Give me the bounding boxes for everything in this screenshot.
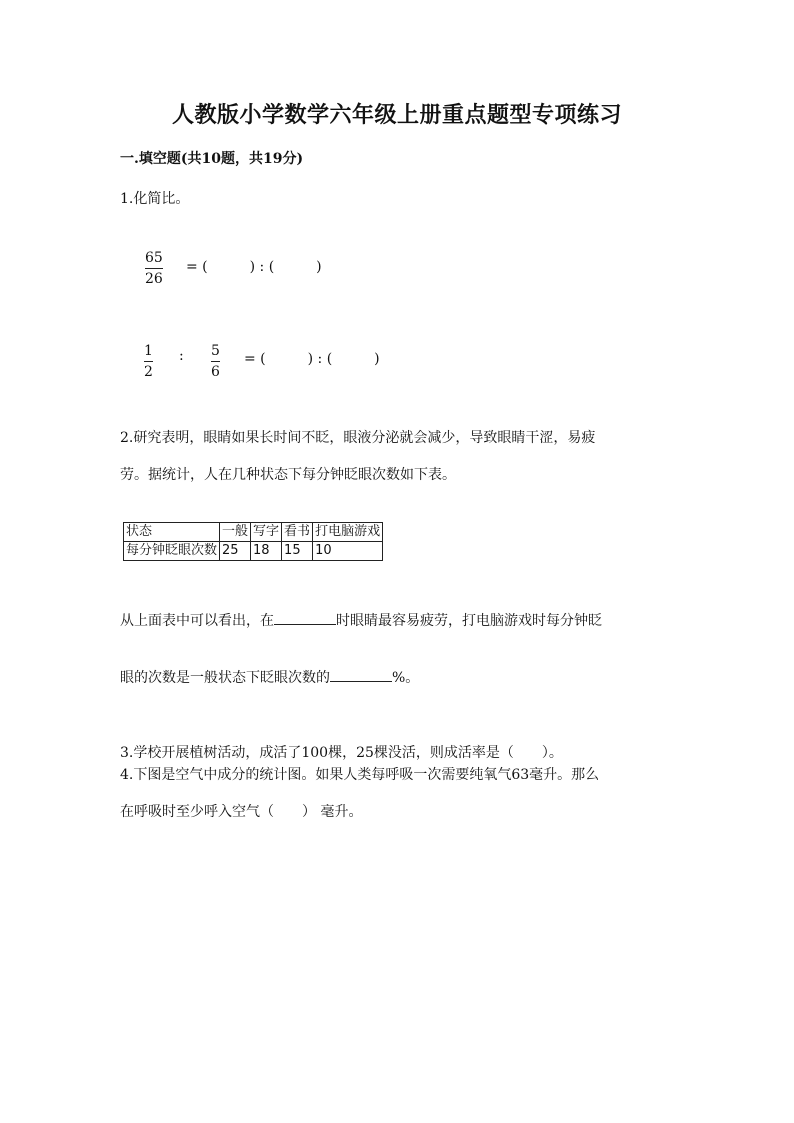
page-title: 人教版小学数学六年级上册重点题型专项练习 (171, 102, 622, 128)
question-1-label: 1.化简比。 (120, 191, 190, 207)
question-2-line-2: 劳。据统计，人在几种状态下每分钟眨眼次数如下表。 (120, 467, 456, 483)
table-cell: 打电脑游戏 (313, 523, 383, 542)
table-cell: 18 (251, 542, 282, 561)
table-row (124, 542, 383, 561)
fraction-bar (145, 268, 163, 269)
question-2-line-4 (120, 667, 419, 687)
fraction-denominator: 6 (211, 364, 220, 380)
fraction-bar (211, 361, 220, 362)
fraction-bar (144, 361, 153, 362)
answer-blank[interactable] (274, 624, 336, 625)
table-cell: 看书 (282, 523, 313, 542)
table-cell: 每分钟眨眼次数 (124, 542, 220, 561)
question-2-line-4-start: 眼的次数是一般状态下眨眼次数的 (120, 670, 330, 686)
question-2-line-3 (120, 610, 602, 630)
question-2-line-3-end: 时眼睛最容易疲劳，打电脑游戏时每分钟眨 (336, 613, 602, 629)
question-2-line-1: 2.研究表明，眼睛如果长时间不眨，眼液分泌就会减少，导致眼睛干涩，易疲 (120, 430, 596, 446)
table-cell: 25 (220, 542, 251, 561)
blink-rate-table (123, 522, 383, 561)
table-cell: 状态 (124, 523, 220, 542)
question-2-line-3-start: 从上面表中可以看出，在 (120, 613, 274, 629)
fraction-5-6 (211, 343, 220, 380)
fraction-denominator: 26 (145, 271, 163, 287)
ratio-answer-a: = ( ) : ( ) (186, 259, 322, 275)
question-4-line-1: 4.下图是空气中成分的统计图。如果人类每呼吸一次需要纯氧气63毫升。那么 (120, 767, 600, 783)
table-cell: 一般 (220, 523, 251, 542)
section-heading: 一.填空题(共10题，共19分) (120, 151, 304, 167)
table-row (124, 523, 383, 542)
fraction-numerator: 65 (145, 250, 163, 266)
ratio-answer-b: = ( ) : ( ) (244, 351, 380, 367)
table-cell: 10 (313, 542, 383, 561)
ratio-colon: : (179, 348, 184, 364)
fraction-1-2 (144, 343, 153, 380)
fraction-denominator: 2 (144, 364, 153, 380)
question-3: 3.学校开展植树活动，成活了100棵，25棵没活，则成活率是（ ）。 (120, 745, 563, 761)
fraction-numerator: 1 (144, 343, 153, 359)
question-2-line-4-end: %。 (392, 670, 420, 686)
fraction-65-26 (145, 250, 163, 287)
fraction-numerator: 5 (211, 343, 220, 359)
table-cell: 15 (282, 542, 313, 561)
table-cell: 写字 (251, 523, 282, 542)
question-4-line-2: 在呼吸时至少呼入空气（ ） 毫升。 (120, 804, 363, 820)
answer-blank[interactable] (330, 681, 392, 682)
